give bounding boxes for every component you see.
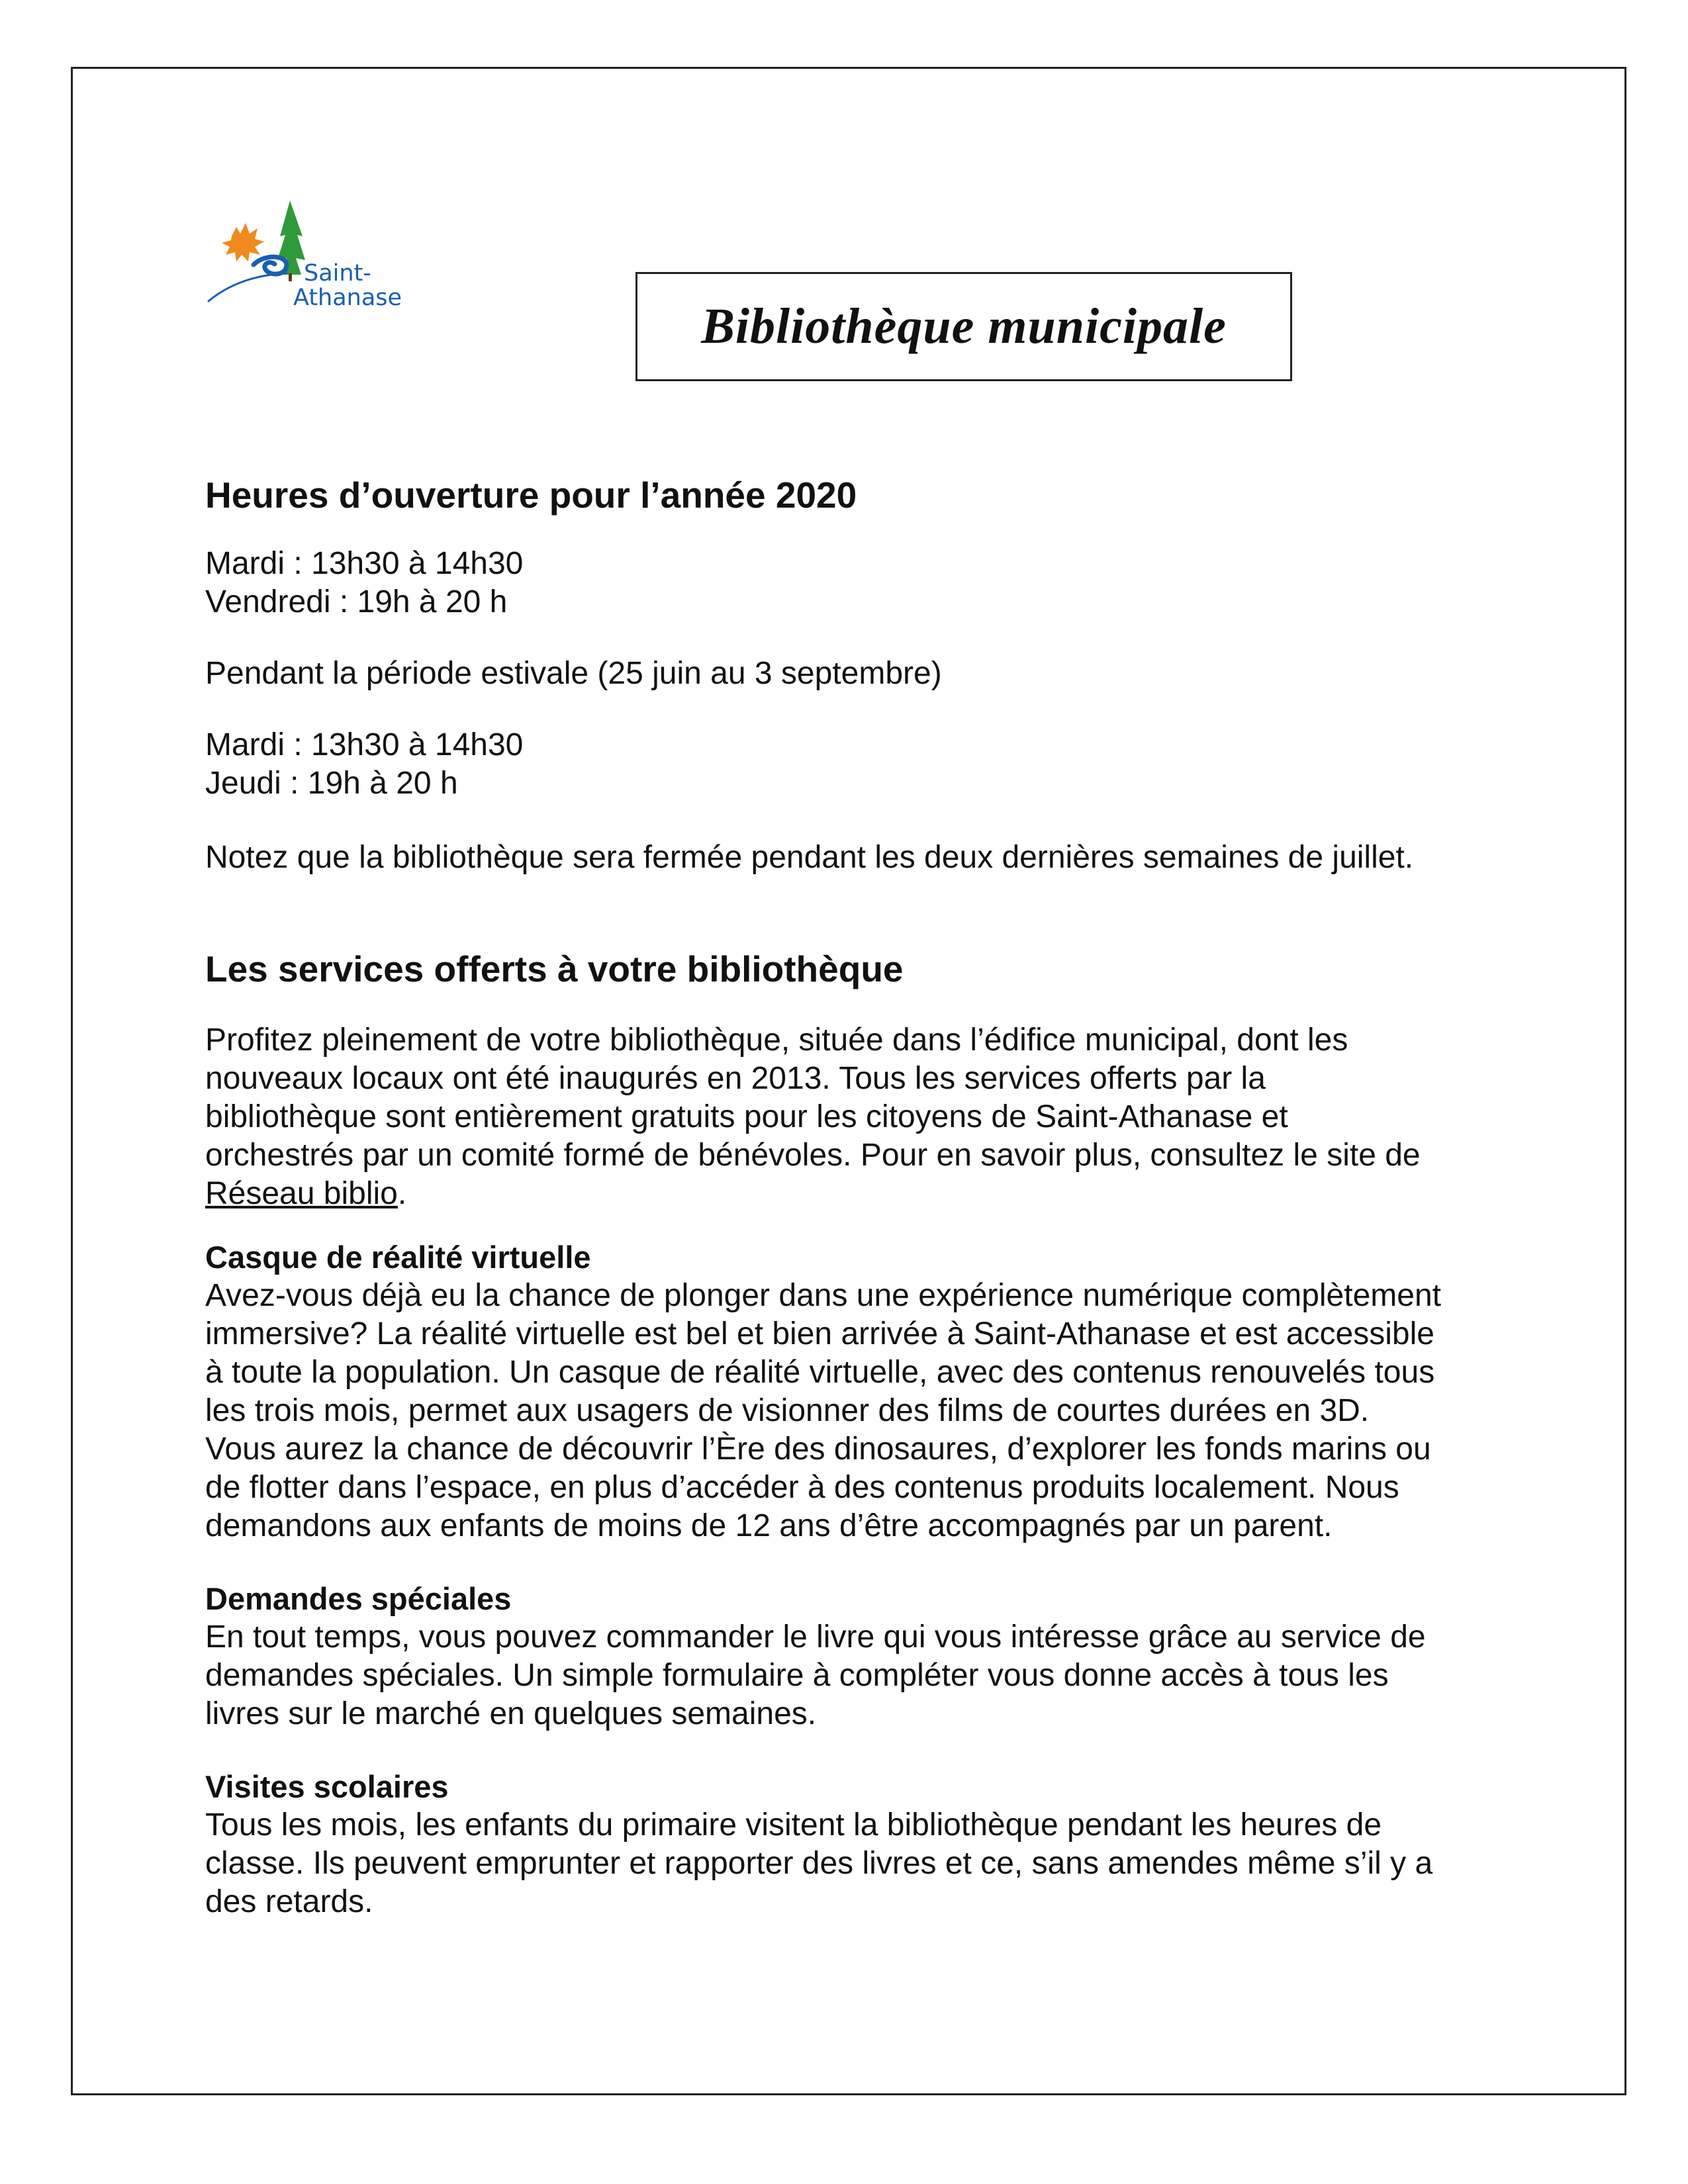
- hours-heading: Heures d’ouverture pour l’année 2020: [205, 475, 857, 516]
- intro-link-line: [205, 1175, 1536, 1213]
- page-title: Bibliothèque municipale: [701, 298, 1227, 354]
- logo-text-line2: Athanase: [293, 285, 402, 311]
- school-heading: Visites scolaires: [205, 1769, 449, 1804]
- summer-intro: Pendant la période estivale (25 juin au 3 septembre): [205, 656, 942, 691]
- special-line: En tout temps, vous pouvez commander le livre qui vous intéresse grâce au service de: [205, 1619, 1426, 1655]
- school-line: Tous les mois, les enfants du primaire visitent la bibliothèque pendant les heures de: [205, 1807, 1382, 1843]
- intro-line: orchestrés par un comité formé de bénévoles. Pour en savoir plus, consultez le site de: [205, 1138, 1421, 1173]
- regular-hours: [205, 545, 1536, 621]
- summer-hours: [205, 726, 1536, 803]
- logo-wordmark: [293, 260, 402, 311]
- school-visits-section: [205, 1768, 1536, 1921]
- vr-heading: Casque de réalité virtuelle: [205, 1240, 591, 1275]
- document-body: [205, 473, 1536, 1921]
- hours-line: Vendredi : 19h à 20 h: [205, 584, 508, 619]
- school-line: des retards.: [205, 1884, 373, 1919]
- vr-line: les trois mois, permet aux usagers de visionner des films de courtes durées en 3D.: [205, 1393, 1370, 1428]
- hours-line: Jeudi : 19h à 20 h: [205, 766, 458, 801]
- special-heading: Demandes spéciales: [205, 1581, 512, 1616]
- intro-line: bibliothèque sont entièrement gratuits pour les citoyens de Saint-Athanase et: [205, 1099, 1288, 1134]
- special-line: demandes spéciales. Un simple formulaire à compléter vous donne accès à tous les: [205, 1658, 1389, 1693]
- title-box: [635, 272, 1292, 381]
- vr-line: immersive? La réalité virtuelle est bel et bien arrivée à Saint-Athanase et est accessible: [205, 1316, 1434, 1351]
- special-line: livres sur le marché en quelques semaines.: [205, 1696, 817, 1731]
- vr-line: à toute la population. Un casque de réalité virtuelle, avec des contenus renouvelés tous: [205, 1355, 1435, 1390]
- hours-line: Mardi : 13h30 à 14h30: [205, 727, 524, 762]
- special-requests-section: [205, 1580, 1536, 1733]
- vr-line: Vous aurez la chance de découvrir l’Ère des dinosaures, d’explorer les fonds marins ou: [205, 1432, 1431, 1467]
- reseau-biblio-link[interactable]: Réseau biblio: [205, 1176, 398, 1211]
- vr-line: demandons aux enfants de moins de 12 ans d’être accompagnés par un parent.: [205, 1508, 1333, 1543]
- intro-line: nouveaux locaux ont été inaugurés en 2013. Tous les services offerts par la: [205, 1061, 1266, 1096]
- closure-note: Notez que la bibliothèque sera fermée pendant les deux dernières semaines de juillet.: [205, 840, 1414, 875]
- services-intro: [205, 1021, 1536, 1213]
- vr-line: de flotter dans l’espace, en plus d’accéder à des contenus produits localement. Nous: [205, 1470, 1399, 1505]
- saint-athanase-logo: [202, 195, 440, 314]
- services-heading: Les services offerts à votre bibliothèque: [205, 948, 904, 989]
- vr-section: [205, 1238, 1536, 1545]
- hours-line: Mardi : 13h30 à 14h30: [205, 546, 524, 581]
- vr-line: Avez-vous déjà eu la chance de plonger dans une expérience numérique complètement: [205, 1278, 1441, 1313]
- school-line: classe. Ils peuvent emprunter et rapporter des livres et ce, sans amendes même s’il y a: [205, 1846, 1433, 1881]
- logo-text-line1: Saint-: [304, 260, 371, 287]
- intro-line: Profitez pleinement de votre bibliothèque, située dans l’édifice municipal, dont les: [205, 1023, 1348, 1058]
- link-suffix: .: [397, 1176, 407, 1211]
